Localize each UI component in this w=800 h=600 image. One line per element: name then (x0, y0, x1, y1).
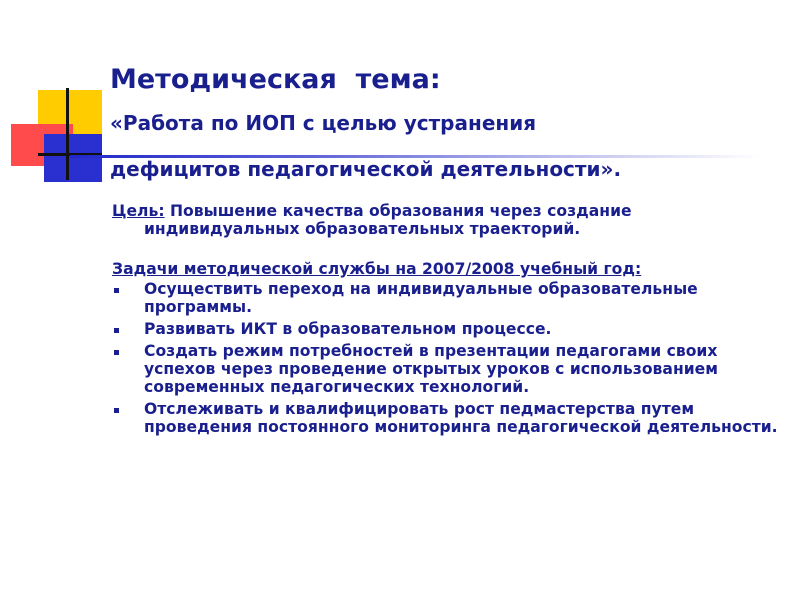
task-text: Отслеживать и квалифицировать рост педмастерства путем проведения постоянного мониторинга педагогической деятельности. (144, 400, 778, 436)
vertical-line-decoration (66, 88, 69, 180)
square-bullet-icon (114, 408, 119, 413)
square-bullet-icon (114, 288, 119, 293)
slide-body (112, 202, 787, 440)
title-main: Методическая тема: (110, 64, 441, 95)
list-item (112, 342, 787, 396)
task-text: Создать режим потребностей в презентации педагогами своих успехов через проведение открытых уроков с использованием современных педагогических технологий. (144, 342, 718, 396)
square-bullet-icon (114, 350, 119, 355)
task-text: Осуществить переход на индивидуальные образовательные программы. (144, 280, 698, 316)
goal-text-part1: Повышение качества образования через создание (164, 202, 632, 220)
task-text: Развивать ИКТ в образовательном процессе. (144, 320, 552, 338)
square-bullet-icon (114, 328, 119, 333)
goal-paragraph (112, 202, 787, 238)
list-item (112, 400, 787, 436)
title-line-3: дефицитов педагогической деятельности». (110, 157, 622, 181)
title-line-2: «Работа по ИОП с целью устранения (110, 111, 537, 135)
blue-square-decoration (44, 134, 102, 182)
list-item (112, 320, 787, 338)
list-item (112, 280, 787, 316)
slide-title (110, 62, 780, 182)
tasks-list (112, 280, 787, 436)
goal-text-part2: индивидуальных образовательных траекторий. (144, 220, 581, 238)
goal-label: Цель: (112, 202, 165, 220)
tasks-heading: Задачи методической службы на 2007/2008 учебный год: (112, 260, 642, 278)
